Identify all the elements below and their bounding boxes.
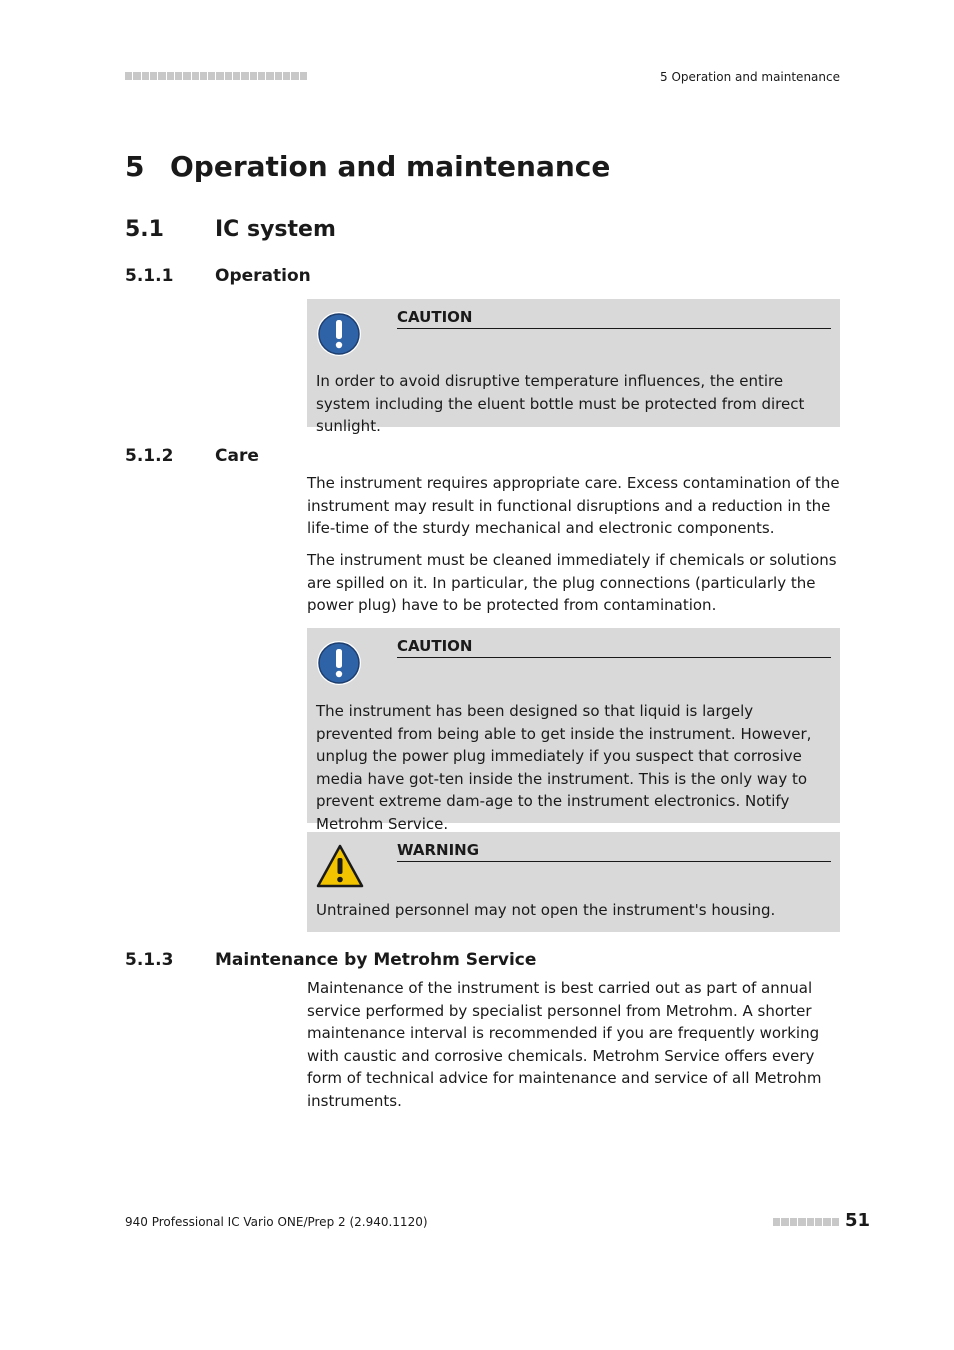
footer-product: 940 Professional IC Vario ONE/Prep 2 (2.940.1120) xyxy=(125,1215,428,1229)
warning-text: Untrained personnel may not open the instrument's housing. xyxy=(316,901,776,919)
caution-label: CAUTION xyxy=(397,308,831,329)
care-paragraph-2: The instrument must be cleaned immediately if chemicals or solutions are spilled on it. In particular, the plug connections (particularly the power plug) have to be protected from contamination. xyxy=(307,551,837,614)
caution-box xyxy=(307,628,840,833)
page-number: 51 xyxy=(845,1210,871,1231)
caution-icon xyxy=(316,311,362,357)
chapter-number: 5 xyxy=(125,150,145,183)
section-title: IC system xyxy=(215,217,336,242)
warning-icon xyxy=(316,844,364,888)
chapter-title-text: Operation and maintenance xyxy=(170,150,611,183)
footer-decoration xyxy=(773,1218,839,1226)
maintenance-paragraph: Maintenance of the instrument is best carried out as part of annual service performed by specialist personnel from Metrohm. A shorter maintenance interval is recommended if you are frequently working with caustic and corrosive chemicals. Metrohm Service offers every form of technical advice for maintenance and service of all Metrohm instruments. xyxy=(307,979,822,1110)
section-heading xyxy=(125,217,336,242)
warning-box xyxy=(307,832,840,932)
subsection-heading-operation: 5.1.1 Operation xyxy=(125,266,311,286)
warning-label: WARNING xyxy=(397,841,831,862)
caution-box xyxy=(307,299,840,435)
caution-text: In order to avoid disruptive temperature influences, the entire system including the eluent bottle must be protected from direct sunlight. xyxy=(316,372,805,435)
subsection-heading-care: 5.1.2 Care xyxy=(125,446,259,466)
section-number: 5.1 xyxy=(125,217,164,242)
caution-text: The instrument has been designed so that liquid is largely prevented from being able to get inside the instrument. However, unplug the power plug immediately if you suspect that corrosive media have got-ten inside the instrument. This is the only way to prevent extreme dam-age to the instrument electronics. Notify Metrohm Service. xyxy=(316,702,812,833)
care-paragraph-1: The instrument requires appropriate care. Excess contamination of the instrument may result in functional disruptions and a reduction in the life-time of the sturdy mechanical and electronic components. xyxy=(307,474,840,537)
caution-label: CAUTION xyxy=(397,637,831,658)
chapter-title xyxy=(125,150,610,183)
running-header: 5 Operation and maintenance xyxy=(660,70,840,84)
caution-icon xyxy=(316,640,362,686)
subsection-heading-maintenance: 5.1.3 Maintenance by Metrohm Service xyxy=(125,950,537,970)
header-decoration xyxy=(125,72,307,80)
